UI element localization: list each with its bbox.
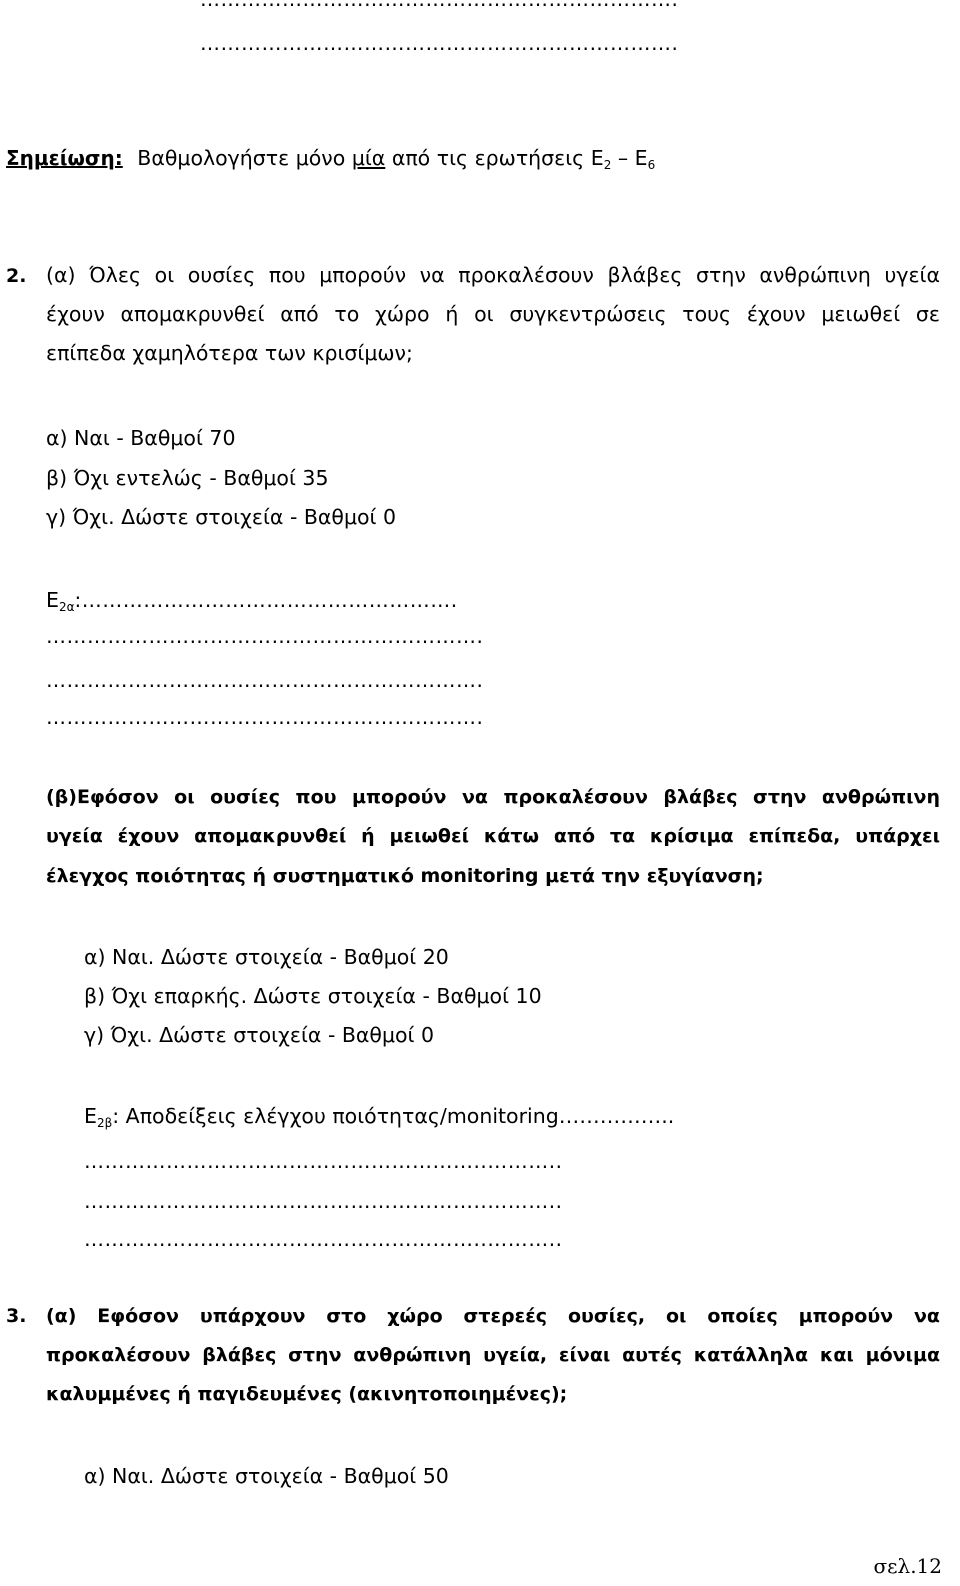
field-dots: :………………………………………………. — [74, 588, 458, 612]
note-emphasis: μία — [351, 146, 386, 170]
question-text-line: (α) Εφόσον υπάρχουν στο χώρο στερεές ουσίες, οι οποίες μπορούν να — [46, 1305, 940, 1327]
field-sub: 2β — [96, 1116, 113, 1130]
answer-dots-line: ………………………………………………………. — [46, 624, 484, 648]
note-sub-start: 2 — [603, 158, 612, 172]
field-prefix: Ε — [46, 588, 59, 612]
page-number: σελ.12 — [873, 1554, 942, 1578]
answer-dots-line: …………………………………………………..……….. — [84, 1149, 563, 1173]
field-prefix: Ε — [84, 1104, 97, 1128]
question-text-line: υγεία έχουν απομακρυνθεί ή μειωθεί κάτω από τα κρίσιμα επίπεδα, υπάρχει — [46, 825, 940, 847]
answer-option: γ) Όχι. Δώστε στοιχεία - Βαθμοί 0 — [84, 1023, 435, 1047]
question-number: 3. — [6, 1305, 27, 1327]
answer-dots-line — [200, 0, 678, 11]
answer-dots-line: ………………………………………………………. — [46, 705, 484, 729]
evidence-field-e2b — [84, 1105, 674, 1129]
question-text-line: έλεγχος ποιότητας ή συστηματικό monitoring μετά την εξυγίανση; — [46, 865, 764, 887]
grading-note — [6, 147, 655, 171]
note-text-after: από τις ερωτήσεις Ε — [385, 146, 604, 170]
evidence-field-e2a — [46, 589, 458, 613]
question-number: 2. — [6, 265, 27, 287]
answer-dots-line: …………………………………………………..……….. — [84, 1227, 563, 1251]
answer-option: γ) Όχι. Δώστε στοιχεία - Βαθμοί 0 — [46, 505, 397, 529]
question-text-line: (α) Όλες οι ουσίες που μπορούν να προκαλέσουν βλάβες στην ανθρώπινη υγεία — [46, 263, 940, 287]
answer-option: α) Ναι - Βαθμοί 70 — [46, 426, 236, 450]
field-text: : Αποδείξεις ελέγχου ποιότητας/monitoring…………….. — [112, 1104, 675, 1128]
question-text-line: καλυμμένες ή παγιδευμένες (ακινητοποιημένες); — [46, 1383, 568, 1405]
answer-option: α) Ναι. Δώστε στοιχεία - Βαθμοί 20 — [84, 945, 449, 969]
note-dash: – Ε — [611, 146, 648, 170]
answer-dots-line: ………………………………………………………. — [46, 668, 484, 692]
answer-option: β) Όχι εντελώς - Βαθμοί 35 — [46, 466, 329, 490]
note-label: Σημείωση: — [6, 146, 123, 170]
note-sub-end: 6 — [647, 158, 656, 172]
note-text: Βαθμολογήστε μόνο — [137, 146, 352, 170]
question-text-line: (β)Εφόσον οι ουσίες που μπορούν να προκαλέσουν βλάβες στην ανθρώπινη — [46, 786, 940, 808]
question-text-line: έχουν απομακρυνθεί από το χώρο ή οι συγκεντρώσεις τους έχουν μειωθεί σε — [46, 302, 940, 326]
answer-option: β) Όχι επαρκής. Δώστε στοιχεία - Βαθμοί 10 — [84, 984, 542, 1008]
question-text-line: επίπεδα χαμηλότερα των κρισίμων; — [46, 341, 413, 365]
answer-dots-line: ……………………………………………………………. — [200, 31, 679, 55]
field-sub: 2α — [58, 600, 75, 614]
question-text-line: προκαλέσουν βλάβες στην ανθρώπινη υγεία, είναι αυτές κατάλληλα και μόνιμα — [46, 1344, 940, 1366]
answer-dots-line: …………………………………………………..……….. — [84, 1189, 563, 1213]
answer-option: α) Ναι. Δώστε στοιχεία - Βαθμοί 50 — [84, 1464, 449, 1488]
